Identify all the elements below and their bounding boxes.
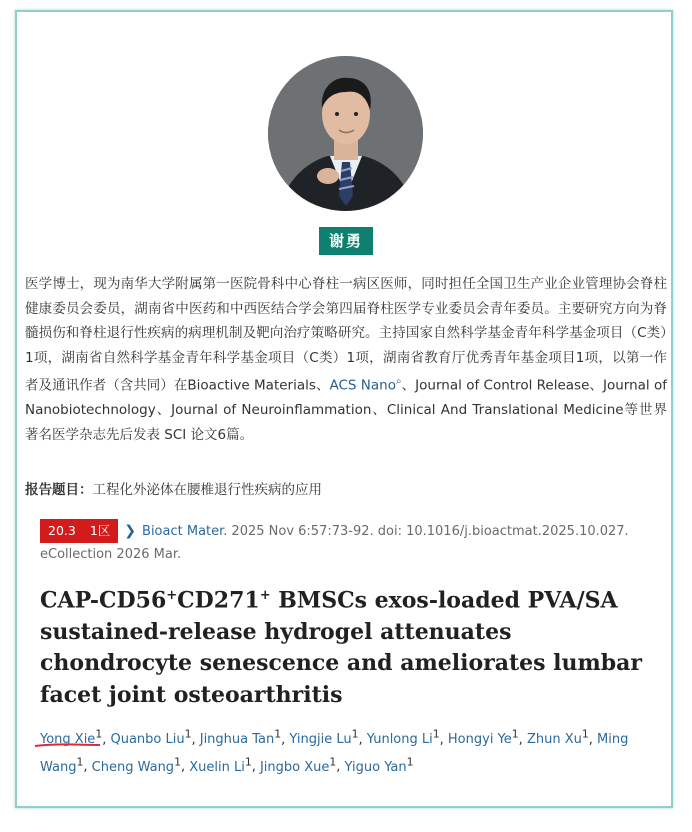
title-sup: +: [259, 588, 271, 603]
author-link[interactable]: Jingbo Xue: [259, 759, 330, 775]
search-icon[interactable]: ⌕: [396, 376, 402, 388]
author-separator: ,: [588, 732, 597, 748]
author-affiliation[interactable]: 1: [351, 728, 359, 741]
author-link[interactable]: Zhun Xu: [526, 732, 582, 748]
author-link[interactable]: Xuelin Li: [189, 759, 245, 775]
author-entry: [110, 728, 192, 748]
title-part: CAP-CD56: [40, 587, 167, 614]
journal-zone: 1区: [89, 523, 111, 538]
author-link[interactable]: Quanbo Liu: [110, 732, 185, 748]
author-separator: ,: [439, 732, 448, 748]
author-link[interactable]: Yingjie Lu: [289, 732, 352, 748]
author-separator: ,: [281, 732, 290, 748]
author-affiliation[interactable]: 1: [511, 728, 519, 741]
author-link[interactable]: Yunlong Li: [366, 732, 433, 748]
impact-factor-value: 20.3: [48, 523, 76, 538]
author-separator: ,: [336, 759, 345, 775]
topic-label: 报告题目：: [25, 482, 93, 498]
author-entry: [289, 728, 359, 748]
author-affiliation[interactable]: 1: [184, 728, 192, 741]
article-title: [40, 580, 665, 711]
author-entry: [91, 755, 181, 775]
author-link[interactable]: Ming Wang: [40, 732, 629, 775]
topic-value: 工程化外泌体在腰椎退行性疾病的应用: [92, 482, 322, 498]
ecollection-text: eCollection 2026 Mar.: [40, 547, 182, 562]
author-separator: ,: [83, 759, 92, 775]
bio-text-part2: 、Journal of Control Release、Journal of Nanobiotechnology、Journal of Neuroinflammation、Clinical And Translational Medicine等世界著名医学杂志先后发表 SCI 论文6篇。: [25, 377, 667, 444]
author-link[interactable]: Cheng Wang: [91, 759, 175, 775]
author-separator: ,: [251, 759, 260, 775]
author-entry: [199, 728, 282, 748]
speaker-bio: [25, 272, 667, 448]
author-entry: [366, 728, 440, 748]
author-separator: ,: [180, 759, 190, 775]
author-entry: [259, 755, 337, 775]
author-affiliation[interactable]: 1: [95, 728, 103, 741]
author-list: [40, 724, 665, 779]
chevron-right-icon[interactable]: ❯: [124, 523, 137, 539]
author-link[interactable]: Hongyi Ye: [447, 732, 512, 748]
author-affiliation[interactable]: 1: [581, 728, 589, 741]
author-affiliation[interactable]: 1: [329, 755, 337, 769]
citation-line: [40, 519, 629, 543]
author-affiliation[interactable]: 1: [432, 728, 440, 741]
author-affiliation[interactable]: 1: [274, 728, 282, 741]
citation-details: 2025 Nov 6:57:73-92. doi: 10.1016/j.bioactmat.2025.10.027.: [231, 523, 629, 539]
journal-link[interactable]: Bioact Mater.: [142, 523, 228, 539]
red-underline-annotation: [34, 742, 101, 748]
author-link[interactable]: Yong Xie: [40, 732, 96, 748]
speaker-avatar: [268, 56, 423, 211]
author-separator: ,: [102, 732, 111, 748]
acs-nano-link[interactable]: ACS Nano: [329, 377, 396, 394]
author-link[interactable]: Yiguo Yan: [344, 759, 407, 775]
author-entry: [526, 728, 589, 748]
speaker-name-badge: 谢勇: [319, 227, 373, 255]
author-entry: [189, 755, 252, 775]
author-affiliation[interactable]: 1: [406, 755, 414, 769]
author-link[interactable]: Jinghua Tan: [199, 732, 275, 748]
author-affiliation[interactable]: 1: [244, 755, 252, 769]
author-separator: ,: [191, 732, 200, 748]
title-sup: +: [166, 588, 178, 603]
author-affiliation[interactable]: 1: [76, 755, 84, 769]
author-separator: ,: [518, 732, 527, 748]
title-part: CD271: [177, 587, 260, 614]
impact-factor-badge: [40, 519, 118, 543]
author-entry: [447, 728, 519, 748]
report-topic: [25, 478, 322, 498]
author-entry: [344, 755, 414, 775]
author-affiliation[interactable]: 1: [174, 755, 181, 769]
title-part: BMSCs exos-loaded PVA/SA sustained-release hydrogel attenuates chondrocyte senescence and ameliorates lumbar facet joint osteoarthritis: [40, 587, 643, 708]
bio-text-part1: 医学博士，现为南华大学附属第一医院骨科中心脊柱一病区医师，同时担任全国卫生产业企业管理协会脊柱健康委员会委员，湖南省中医药和中西医结合学会第四届脊柱医学专业委员会青年委员。主要研究方向为脊髓损伤和脊柱退行性疾病的病理机制及靶向治疗策略研究。主持国家自然科学基金青年科学基金项目（C类）1项，湖南省自然科学基金青年科学基金项目（C类）1项，湖南省教育厅优秀青年基金项目1项，以第一作者及通讯作者（含共同）在Bioactive Materials、: [25, 276, 667, 394]
author-separator: ,: [358, 732, 367, 748]
